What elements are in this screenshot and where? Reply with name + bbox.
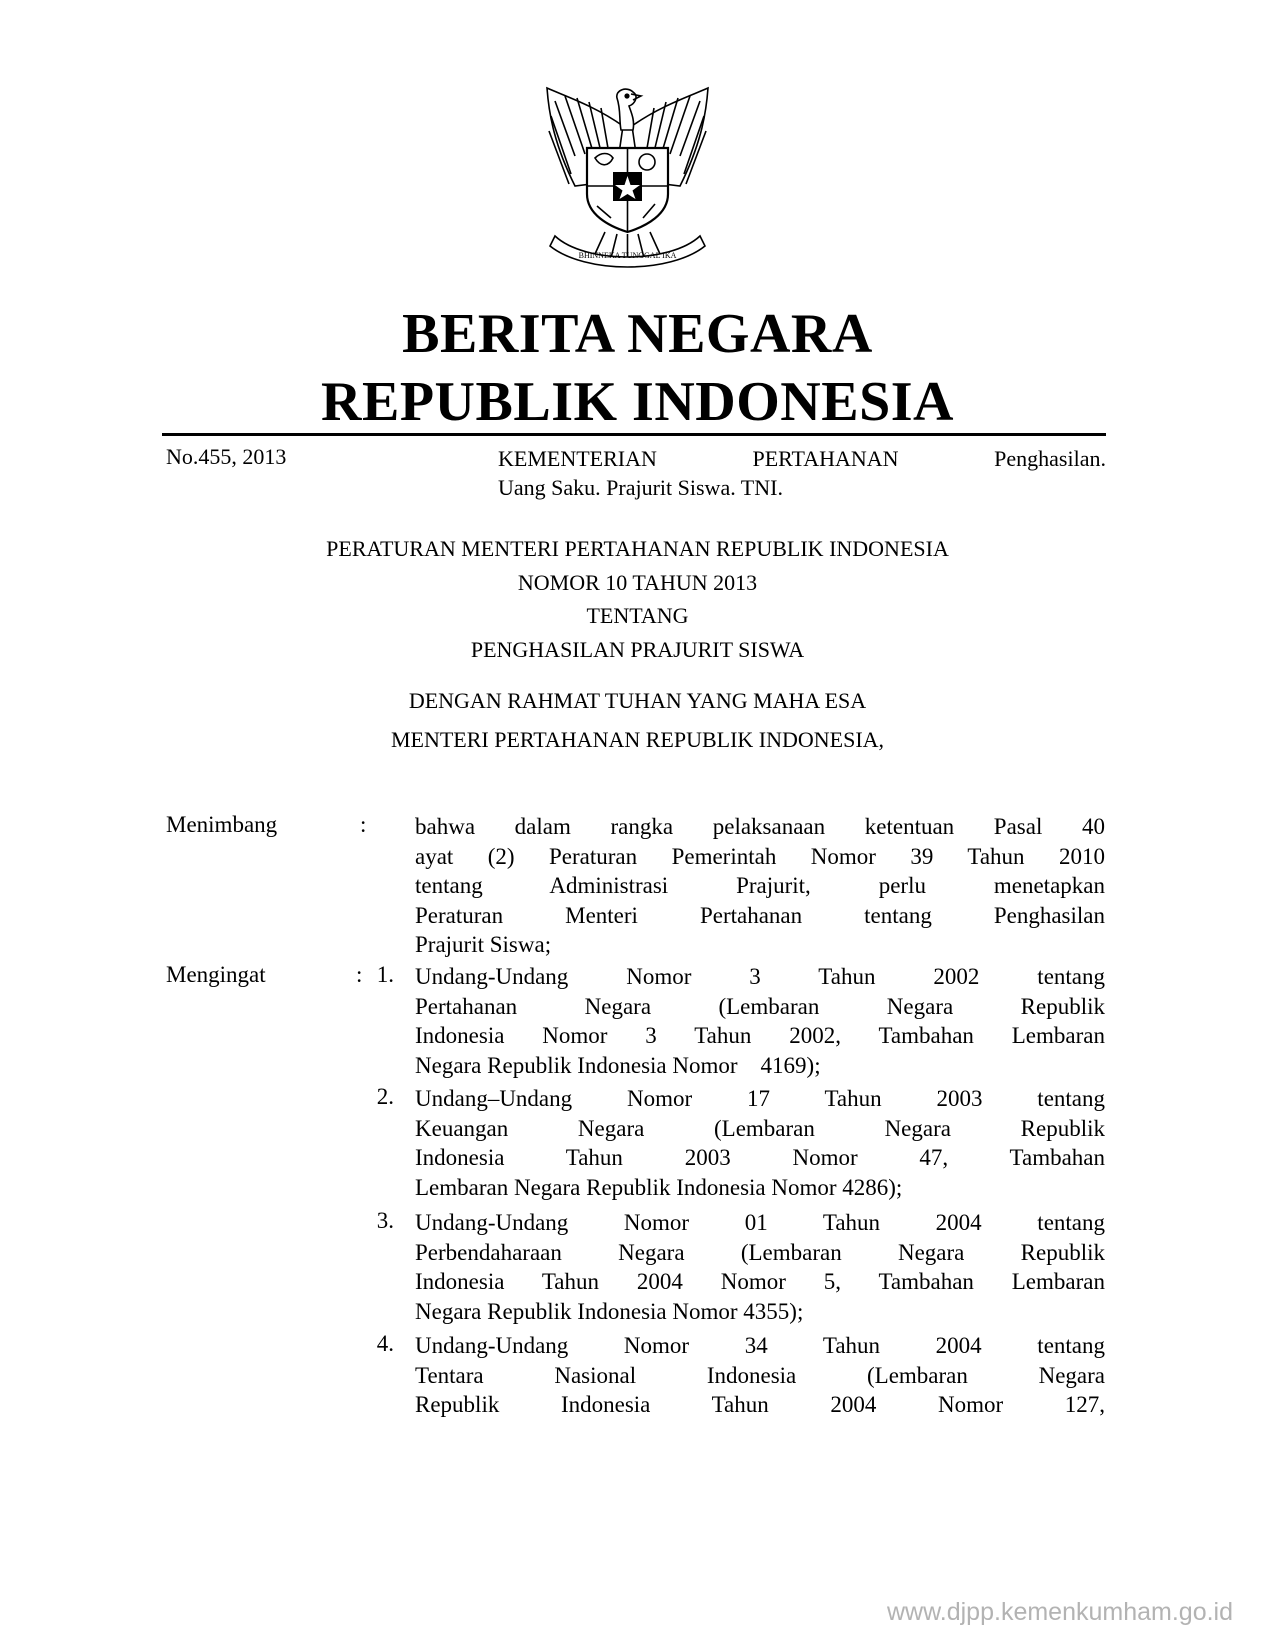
regulation-number: NOMOR 10 TAHUN 2013 — [517, 570, 758, 595]
menimbang-colon: : — [360, 812, 367, 837]
masthead-subtitle: REPUBLIK INDONESIA — [321, 371, 954, 433]
item-number: 2. — [376, 1084, 394, 1109]
mengingat-item — [415, 1331, 1105, 1420]
mengingat-label: Mengingat — [166, 962, 266, 987]
text-line: Undang–Undang Nomor 17 Tahun 2003 tentang — [415, 1086, 1105, 1111]
masthead-title: BERITA NEGARA — [402, 303, 873, 365]
mengingat-item — [415, 1084, 1105, 1202]
text-line: Perbendaharaan Negara (Lembaran Negara Republik — [415, 1239, 1105, 1265]
text-line: Republik Indonesia Tahun 2004 Nomor 127, — [415, 1392, 1105, 1417]
text-line: Indonesia Nomor 3 Tahun 2002, Tambahan Lembaran — [415, 1023, 1105, 1048]
text-line: Lembaran Negara Republik Indonesia Nomor 4286); — [415, 1174, 903, 1200]
regulation-title: PERATURAN MENTERI PERTAHANAN REPUBLIK INDONESIA — [326, 536, 949, 561]
gazette-subject — [498, 444, 1106, 502]
text-line: bahwa dalam rangka pelaksanaan ketentuan Pasal 40 — [415, 814, 1105, 839]
text-line: Keuangan Negara (Lembaran Negara Republik — [415, 1115, 1105, 1141]
regulation-about: TENTANG — [586, 603, 689, 628]
text-line: tentang Administrasi Prajurit, perlu menetapkan — [415, 873, 1105, 898]
text-line: Undang-Undang Nomor 01 Tahun 2004 tentang — [415, 1210, 1105, 1235]
mengingat-colon: : — [356, 962, 363, 987]
subject-line-2: Uang Saku. Prajurit Siswa. TNI. — [498, 475, 783, 500]
text-line: Pertahanan Negara (Lembaran Negara Republik — [415, 993, 1105, 1019]
watermark-url: www.djpp.kemenkumham.go.id — [887, 1598, 1233, 1626]
item-number: 1. — [376, 962, 394, 987]
text-line: Peraturan Menteri Pertahanan tentang Penghasilan — [415, 902, 1105, 928]
masthead-divider — [162, 433, 1106, 436]
subject-word: KEMENTERIAN — [498, 446, 657, 471]
text-line: Undang-Undang Nomor 3 Tahun 2002 tentang — [415, 964, 1105, 989]
text-line: Tentara Nasional Indonesia (Lembaran Negara — [415, 1362, 1105, 1388]
menimbang-text — [415, 812, 1105, 960]
regulation-subject: PENGHASILAN PRAJURIT SISWA — [470, 637, 805, 662]
menimbang-label: Menimbang — [166, 812, 278, 837]
text-line: Undang-Undang Nomor 34 Tahun 2004 tentang — [415, 1333, 1105, 1358]
garuda-pancasila-emblem — [535, 86, 720, 272]
mengingat-item — [415, 962, 1105, 1080]
text-line: ayat (2) Peraturan Pemerintah Nomor 39 Tahun 2010 — [415, 843, 1105, 869]
subject-word: PERTAHANAN — [752, 446, 899, 471]
text-line: Prajurit Siswa; — [415, 932, 552, 957]
text-line: Negara Republik Indonesia Nomor 4355); — [415, 1298, 804, 1324]
text-line: Indonesia Tahun 2004 Nomor 5, Tambahan Lembaran — [415, 1269, 1105, 1294]
text-line: Negara Republik Indonesia Nomor 4169); — [415, 1052, 821, 1078]
mengingat-item — [415, 1208, 1105, 1326]
emblem-motto: BHINNEKA TUNGGAL IKA — [578, 251, 677, 260]
item-number: 3. — [376, 1208, 394, 1233]
regulation-issuer: MENTERI PERTAHANAN REPUBLIK INDONESIA, — [390, 727, 885, 752]
shield — [587, 148, 668, 232]
item-number: 4. — [376, 1331, 394, 1356]
gazette-number: No.455, 2013 — [166, 444, 287, 469]
subject-word: Penghasilan. — [994, 446, 1106, 471]
text-line: Indonesia Tahun 2003 Nomor 47, Tambahan — [415, 1145, 1105, 1170]
regulation-blessing: DENGAN RAHMAT TUHAN YANG MAHA ESA — [408, 688, 867, 713]
